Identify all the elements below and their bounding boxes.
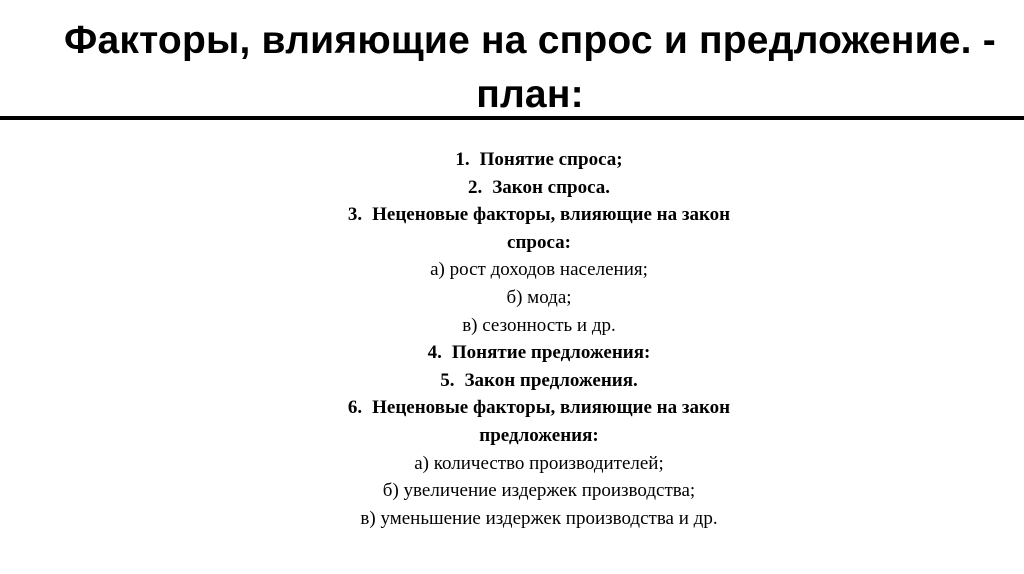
plan-item-5 — [250, 367, 828, 395]
plan-item-number: 3. — [347, 204, 363, 226]
plan-subitem-3a: а) рост доходов населения; — [430, 259, 648, 281]
plan-item-3 — [250, 201, 828, 229]
slide-title-line-2: план: — [476, 73, 584, 116]
plan-item-number: 5. — [440, 369, 455, 391]
plan-subitem-6a: а) количество производителей; — [414, 452, 664, 474]
plan-subitem-6c: в) уменьшение издержек производства и др. — [360, 507, 718, 529]
plan-item-1 — [250, 146, 828, 174]
plan-subitem-3c: в) сезонность и др. — [462, 314, 616, 336]
slide-title — [40, 14, 1020, 122]
plan-item-6-continuation: предложения: — [479, 424, 599, 446]
plan-item-number: 2. — [467, 176, 483, 198]
plan-item-text: Закон спроса. — [492, 176, 611, 198]
plan-item-text: Понятие предложения: — [451, 342, 651, 364]
plan-item-4 — [250, 339, 828, 367]
plan-item-6 — [250, 394, 828, 422]
title-divider — [0, 116, 1024, 120]
plan-subitem-3b: б) мода; — [506, 286, 572, 308]
plan-item-text: Понятие спроса; — [479, 149, 623, 170]
plan-subitem-6b: б) увеличение издержек производства; — [382, 480, 696, 502]
plan-item-number: 1. — [455, 149, 470, 170]
plan-item-number: 4. — [427, 342, 442, 364]
plan-item-text: Закон предложения. — [464, 369, 638, 391]
plan-item-number: 6. — [347, 397, 363, 419]
slide-title-line-1: Факторы, влияющие на спрос и предложение. - — [64, 19, 996, 62]
plan-item-text: Неценовые факторы, влияющие на закон — [372, 397, 731, 419]
plan-item-2 — [250, 174, 828, 202]
plan-item-text: Неценовые факторы, влияющие на закон — [372, 204, 731, 226]
plan-list — [250, 146, 828, 532]
plan-item-3-continuation: спроса: — [507, 231, 571, 253]
